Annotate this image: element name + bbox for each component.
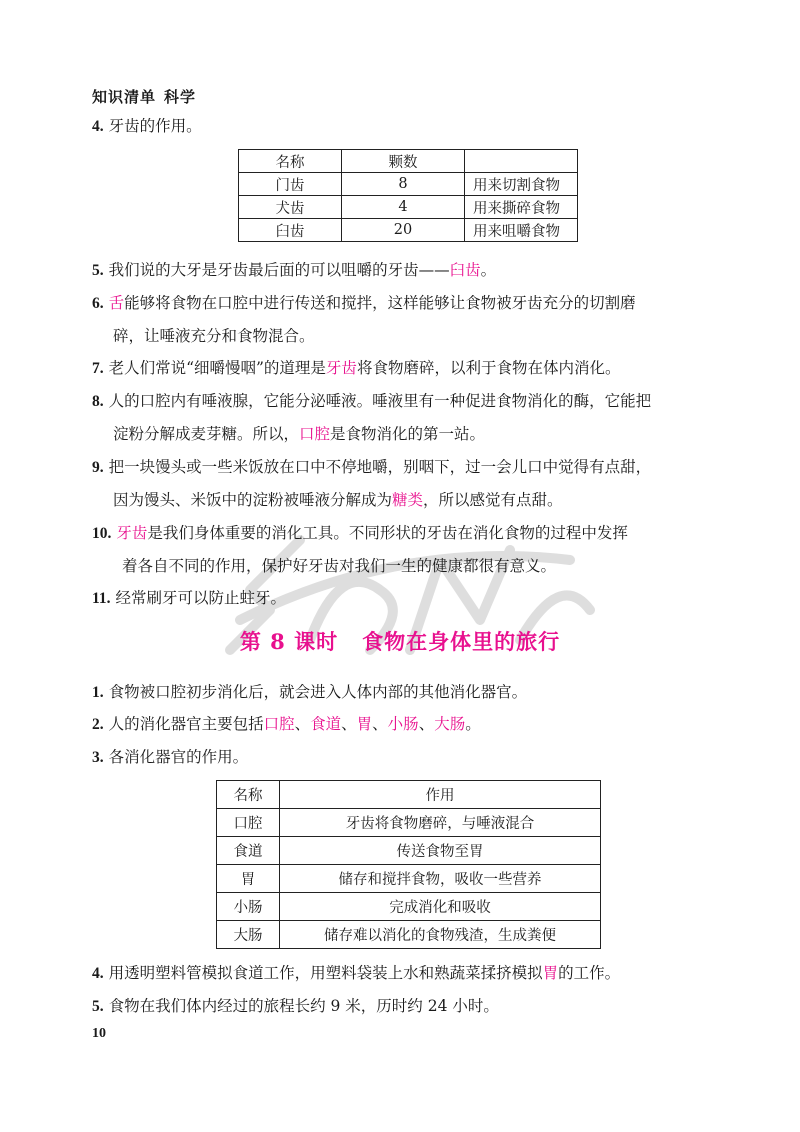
- organ-name-cell: 胃: [217, 865, 280, 893]
- item-number: 4.: [92, 118, 104, 135]
- table-header-cell: 名称: [217, 781, 280, 809]
- answer-highlight: 牙齿: [325, 359, 357, 377]
- table-row: [239, 173, 578, 196]
- list-item-5: [92, 254, 712, 287]
- item-text: 人的口腔内有唾液腺，它能分泌唾液。唾液里有一种促进食物消化的酶，它能把: [108, 392, 652, 410]
- list-item-7: [92, 352, 712, 385]
- list-item-10: [92, 517, 712, 583]
- separator: 、: [294, 715, 311, 733]
- organ-name-cell: 大肠: [217, 921, 280, 949]
- list-item-4: [92, 110, 712, 143]
- lesson-number: 第 8 课时: [239, 629, 339, 654]
- item-text: 淀粉分解成麦芽糖。所以，: [113, 425, 300, 443]
- tooth-name-cell: 臼齿: [239, 219, 342, 242]
- answer-highlight: 牙齿: [116, 524, 148, 542]
- table-row: [239, 196, 578, 219]
- list-item-8: [92, 385, 712, 451]
- organ-function-table: [216, 780, 601, 949]
- organ-function-cell: 完成消化和吸收: [280, 893, 601, 921]
- item-text: 食物被口腔初步消化后，就会进入人体内部的其他消化器官。: [108, 683, 528, 701]
- item-text: 的工作。: [558, 964, 621, 982]
- item-number: 1.: [92, 684, 104, 701]
- subject-title: 科学: [164, 88, 197, 106]
- item-text: 我们说的大牙是牙齿最后面的可以咀嚼的牙齿——: [108, 261, 450, 279]
- item-text: 各消化器官的作用。: [108, 748, 249, 766]
- tooth-use-cell: 用来撕碎食物: [465, 196, 578, 219]
- item-number: 3.: [92, 749, 104, 766]
- organ-function-cell: 牙齿将食物磨碎，与唾液混合: [280, 809, 601, 837]
- tooth-count-cell: 4: [342, 196, 465, 219]
- table-row: [217, 921, 601, 949]
- item-text: 人的消化器官主要包括: [108, 715, 264, 733]
- list-item-6: [92, 287, 712, 353]
- item-text: 牙齿的作用。: [108, 117, 202, 135]
- table-header-row: [217, 781, 601, 809]
- item-number: 11.: [92, 590, 111, 607]
- table-header-cell: 作用: [280, 781, 601, 809]
- answer-highlight: 胃: [356, 715, 373, 733]
- item-text: 因为馒头、米饭中的淀粉被唾液分解成为: [113, 491, 393, 509]
- organ-name-cell: 口腔: [217, 809, 280, 837]
- item-number: 5.: [92, 262, 104, 279]
- tooth-name-cell: 门齿: [239, 173, 342, 196]
- item-continuation: [92, 418, 712, 451]
- book-title: 知识清单: [92, 88, 157, 106]
- item-text: 。: [465, 715, 481, 733]
- answer-highlight: 大肠: [434, 715, 466, 733]
- item-text: 。: [480, 261, 497, 279]
- item-number: 6.: [92, 295, 104, 312]
- organ-name-cell: 食道: [217, 837, 280, 865]
- answer-highlight: 臼齿: [449, 261, 481, 279]
- list-item-5b: [92, 990, 712, 1023]
- table-header-cell: 颗数: [342, 150, 465, 173]
- item-text: 把一块馒头或一些米饭放在口中不停地嚼，别咽下，过一会儿口中觉得有点甜，: [108, 458, 652, 476]
- lesson-heading: [0, 626, 800, 656]
- teeth-table: [238, 149, 578, 242]
- list-item-11: [92, 582, 712, 615]
- item-text: 食物在我们体内经过的旅程长约 9 米，历时约 24 小时。: [108, 997, 499, 1015]
- list-item-9: [92, 451, 712, 517]
- page-number: 10: [92, 1026, 106, 1041]
- organ-function-cell: 储存和搅拌食物，吸收一些营养: [280, 865, 601, 893]
- item-text: 将食物磨碎，以利于食物在体内消化。: [356, 359, 621, 377]
- tooth-use-cell: 用来切割食物: [465, 173, 578, 196]
- table-header-cell: 名称: [239, 150, 342, 173]
- tooth-use-cell: 用来咀嚼食物: [465, 219, 578, 242]
- list-item-2: [92, 708, 712, 741]
- item-number: 10.: [92, 525, 112, 542]
- item-text: 能够将食物在口腔中进行传送和搅拌，这样能够让食物被牙齿充分的切割磨: [124, 294, 636, 312]
- item-text: 用透明塑料管模拟食道工作，用塑料袋装上水和熟蔬菜揉挤模拟: [108, 964, 543, 982]
- table-row: [217, 865, 601, 893]
- item-text: 是食物消化的第一站。: [330, 425, 486, 443]
- separator: 、: [418, 715, 435, 733]
- list-item-4b: [92, 957, 712, 990]
- table-header-row: [239, 150, 578, 173]
- table-header-cell: [465, 150, 578, 173]
- organ-function-cell: 传送食物至胃: [280, 837, 601, 865]
- item-number: 5.: [92, 998, 104, 1015]
- item-continuation: [92, 484, 712, 517]
- answer-highlight: 胃: [542, 964, 559, 982]
- table-row: [239, 219, 578, 242]
- item-text: 老人们常说“细嚼慢咽”的道理是: [108, 359, 326, 377]
- item-number: 2.: [92, 716, 104, 733]
- table-row: [217, 893, 601, 921]
- item-text: ，所以感觉有点甜。: [423, 491, 563, 509]
- item-continuation: 碎，让唾液充分和食物混合。: [113, 327, 315, 345]
- tooth-name-cell: 犬齿: [239, 196, 342, 219]
- answer-highlight: 口腔: [263, 715, 295, 733]
- answer-highlight: 食道: [310, 715, 342, 733]
- table-row: [217, 837, 601, 865]
- organ-name-cell: 小肠: [217, 893, 280, 921]
- lesson-title: 食物在身体里的旅行: [362, 629, 561, 654]
- answer-highlight: 糖类: [392, 491, 424, 509]
- organ-function-cell: 储存难以消化的食物残渣，生成粪便: [280, 921, 601, 949]
- item-number: 8.: [92, 393, 104, 410]
- separator: 、: [372, 715, 388, 733]
- tooth-count-cell: 8: [342, 173, 465, 196]
- item-number: 7.: [92, 360, 104, 377]
- item-text: 经常刷牙可以防止蛀牙。: [115, 589, 286, 607]
- item-number: 9.: [92, 459, 104, 476]
- separator: 、: [341, 715, 357, 733]
- tooth-count-cell: 20: [342, 219, 465, 242]
- list-item-1: [92, 676, 712, 709]
- answer-highlight: 小肠: [387, 715, 419, 733]
- item-text: 是我们身体重要的消化工具。不同形状的牙齿在消化食物的过程中发挥: [147, 524, 628, 542]
- answer-highlight: 口腔: [299, 425, 331, 443]
- running-header: [92, 86, 196, 107]
- table-row: [217, 809, 601, 837]
- answer-highlight: 舌: [108, 294, 125, 312]
- list-item-3: [92, 741, 712, 774]
- item-continuation: 着各自不同的作用，保护好牙齿对我们一生的健康都很有意义。: [122, 557, 557, 575]
- item-number: 4.: [92, 965, 104, 982]
